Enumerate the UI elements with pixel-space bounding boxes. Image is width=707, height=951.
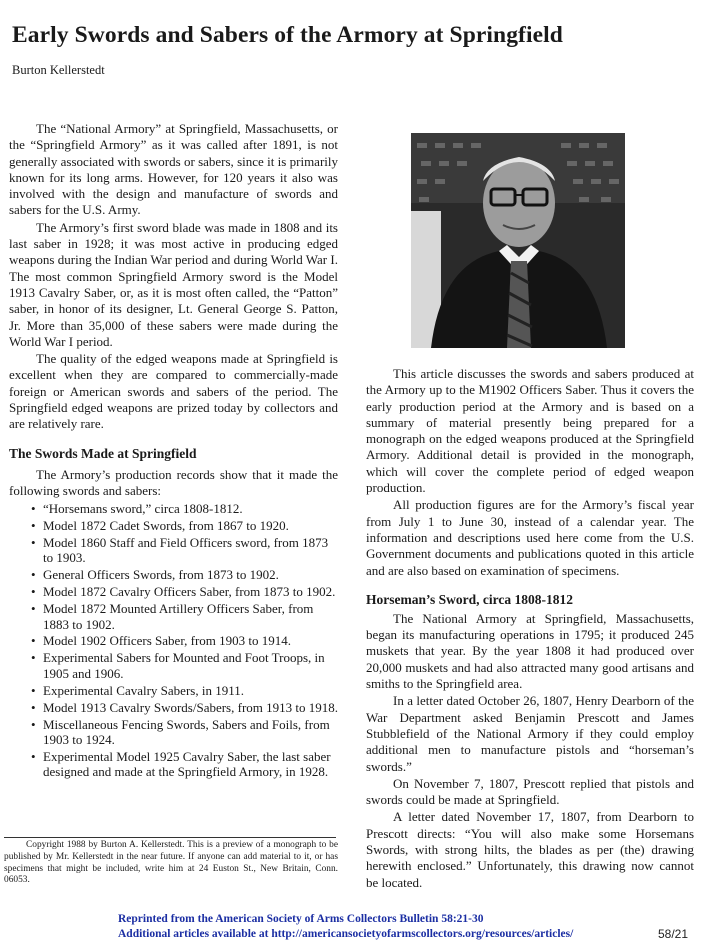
intro-paragraph: The “National Armory” at Springfield, Massachusetts, or the “Springfield Armory” as it was called after 1891, is not generally associated with swords or sabers, since it is primarily known for its long arms. However, for 120 years it also was involved with the design and manufacture of swords and sabers for the U.S. Army. [9,121,338,218]
list-item: • Model 1902 Officers Saber, from 1903 to 1914. [9,633,338,648]
body-paragraph: The National Armory at Springfield, Massachusetts, began its manufacturing operations in 1795; it produced 245 muskets that year. By the year 1808 it had produced over 20,000 muskets and had also attracted many good artisans and smiths to the Springfield area. [366,610,694,692]
body-paragraph: In a letter dated October 26, 1807, Henry Dearborn of the War Department asked Benjamin Prescott and James Stubblefield of the National Armory if they could employ additional men to manufacture pistols and “horseman’s swords.” [366,693,694,774]
footnote-divider [4,837,336,838]
left-column [9,121,338,781]
intro-paragraph: The Armory’s first sword blade was made in 1808 and its last saber in 1928; it was most active in producing edged weapons during the Indian War period and during World War I. The most common Springfield Armory sword is the Model 1913 Cavalry Saber, or, as it is most often called, the “Patton” saber, in honor of its designer, Lt. General George S. Patton, Jr. More than 35,000 of these sabers were made during the World War I period. [9,219,338,349]
list-item: • Model 1860 Staff and Field Officers sword, from 1873 to 1903. [9,535,338,566]
list-item: • Model 1913 Cavalry Swords/Sabers, from 1913 to 1918. [9,700,338,715]
list-item: • General Officers Swords, from 1873 to 1902. [9,567,338,582]
list-item: • Experimental Model 1925 Cavalry Saber, the last saber designed and made at the Springfield Armory, in 1928. [9,749,338,780]
list-item: • Experimental Sabers for Mounted and Foot Troops, in 1905 and 1906. [9,650,338,681]
list-item: • Miscellaneous Fencing Swords, Sabers and Foils, from 1903 to 1924. [9,717,338,748]
section-intro: The Armory’s production records show that it made the following swords and sabers: [9,466,338,498]
page-number: 58/21 [657,927,688,941]
reprint-notice [118,912,638,941]
section-heading-swords: The Swords Made at Springfield [9,445,197,461]
reprint-link[interactable]: Additional articles available at http://americansocietyofarmscollectors.org/resources/articles/ [118,927,574,940]
body-paragraph: On November 7, 1807, Prescott replied that pistols and swords could be made at Springfield. [366,775,694,808]
intro-paragraph: The quality of the edged weapons made at Springfield is excellent when they are compared to commercially-made foreign or American swords and sabers of the period. The Springfield edged weapons are prized today by collectors and are relatively rare. [9,351,338,432]
copyright-footnote: Copyright 1988 by Burton A. Kellerstedt. This is a preview of a monograph to be published by Mr. Kellerstedt in the near future. If anyone can add material to it, or has specimens that might be included, write him at 24 Euston St., New Britain, Conn. 06053. [4,840,338,886]
body-paragraph: All production figures are for the Armory’s fiscal year from July 1 to June 30, instead of a calendar year. The information and descriptions used here come from the U.S. Government documents and publications quoted in this article and are also based on examination of specimens. [366,497,694,578]
body-paragraph: A letter dated November 17, 1807, from Dearborn to Prescott directs: “You will also make some Horsemans Swords, with strong hilts, the blades as per (the) drawing herewith enclosed.” Unfortunately, this drawing now cannot be located. [366,809,694,890]
author-photo [411,133,625,348]
reprint-source: Reprinted from the American Society of Arms Collectors Bulletin 58:21-30 [118,913,484,925]
right-column [366,366,694,892]
list-item: • Model 1872 Cavalry Officers Saber, from 1873 to 1902. [9,584,338,599]
list-item: • “Horsemans sword,” circa 1808-1812. [9,501,338,516]
section-heading-horsemans-sword: Horseman’s Sword, circa 1808-1812 [366,591,573,607]
list-item: • Model 1872 Cadet Swords, from 1867 to 1920. [9,518,338,533]
sword-list [9,501,338,779]
author-byline: Burton Kellerstedt [12,63,105,77]
list-item: • Model 1872 Mounted Artillery Officers Saber, from 1883 to 1902. [9,601,338,632]
article-title: Early Swords and Sabers of the Armory at Springfield [12,22,563,48]
body-paragraph: This article discusses the swords and sabers produced at the Armory up to the M1902 Officers Saber. Thus it covers the early production period at the Armory and is based on a summary of material presently being prepared for a monograph on the edged weapons produced at the Springfield Armory. Additional detail is provided in the monograph, which will cover the complete period of edged weapon production. [366,366,694,496]
author-portrait-image [411,133,625,348]
list-item: • Experimental Cavalry Sabers, in 1911. [9,683,338,698]
